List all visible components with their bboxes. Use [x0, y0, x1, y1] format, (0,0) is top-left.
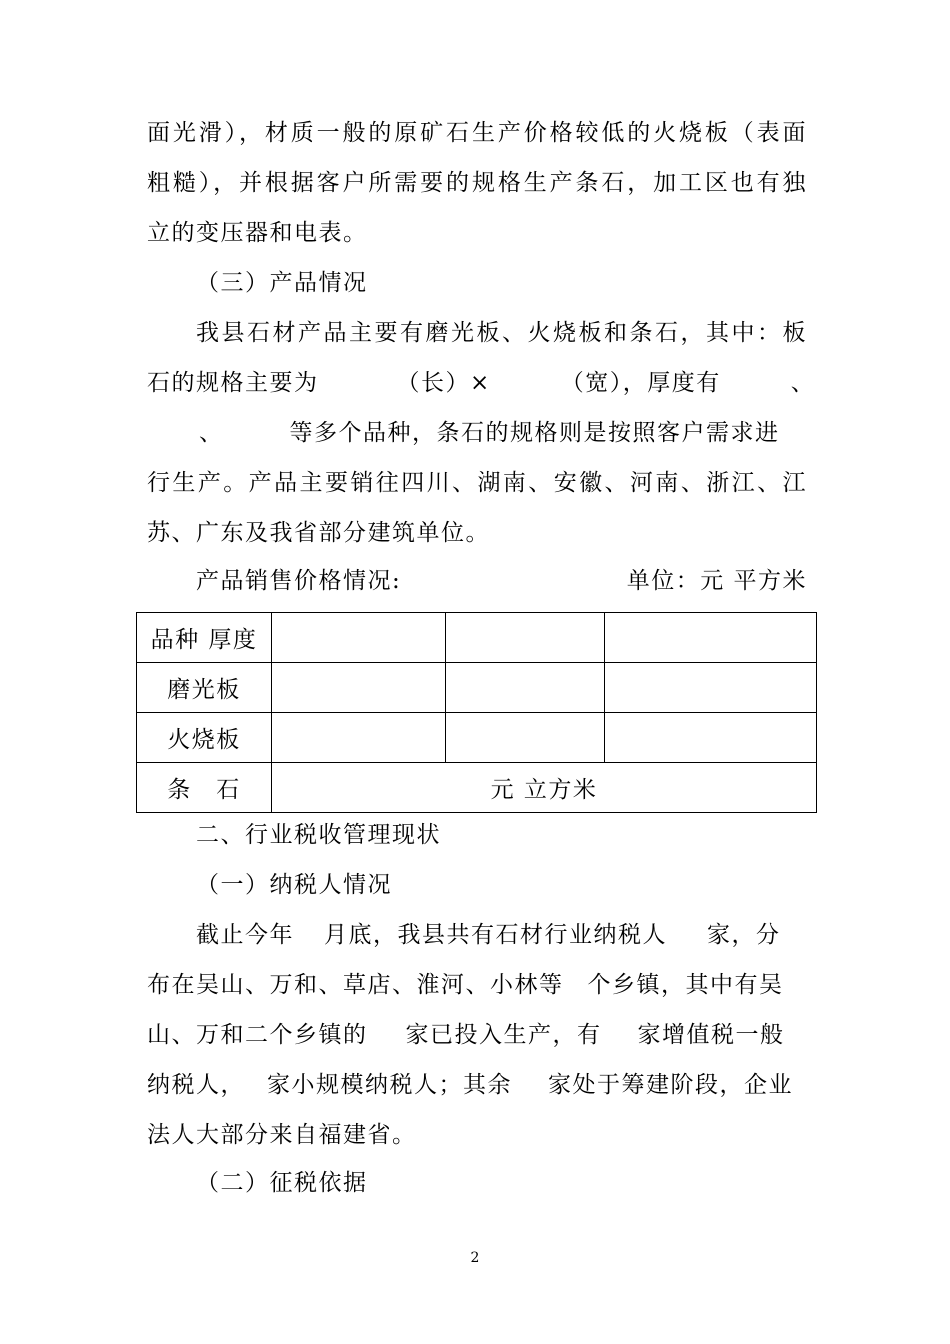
text-fragment: 纳税人，: [147, 1072, 245, 1098]
table-row-label: 火烧板: [137, 713, 272, 763]
text-line: [196, 920, 807, 950]
text-fragment: 布在吴山、万和、草店、淮河、小林等: [147, 972, 564, 998]
text-fragment: （长）×: [396, 370, 491, 396]
table-merged-cell: 元 立方米: [272, 763, 817, 813]
price-unit: 单位：元 平方米: [626, 568, 807, 594]
table-row-label: 条 石: [137, 763, 272, 813]
table-row: [137, 713, 817, 763]
text-fragment: 家，分: [707, 922, 781, 948]
text-fragment: 家增值税一般: [637, 1022, 785, 1048]
text-fragment: （宽），厚度有: [560, 370, 721, 396]
table-cell: [446, 613, 605, 663]
text-line: 立的变压器和电表。: [147, 220, 368, 246]
text-line: 行生产。产品主要销往四川、湖南、安徽、河南、浙江、江: [147, 470, 807, 496]
table-row: [137, 763, 817, 813]
text-fragment: 家小规模纳税人；其余: [267, 1072, 512, 1098]
page-number: 2: [470, 1250, 480, 1266]
text-fragment: 个乡镇，其中有吴: [587, 972, 784, 998]
text-fragment: 山、万和二个乡镇的: [147, 1022, 368, 1048]
table-cell: [446, 713, 605, 763]
text-fragment: 、: [790, 370, 816, 396]
text-line: [147, 970, 807, 1000]
text-line: 苏、广东及我省部分建筑单位。: [147, 520, 490, 546]
text-fragment: 、: [199, 420, 224, 446]
text-line: [147, 1020, 807, 1050]
table-header-cell: 品种 厚度: [137, 613, 272, 663]
table-row-label: 磨光板: [137, 663, 272, 713]
text-line: [147, 1070, 807, 1100]
text-fragment: 家处于筹建阶段，企业: [548, 1072, 793, 1098]
text-line: 面光滑），材质一般的原矿石生产价格较低的火烧板（表面: [147, 120, 807, 146]
text-line: [147, 368, 816, 398]
text-line: 我县石材产品主要有磨光板、火烧板和条石，其中：板: [196, 320, 807, 346]
price-table: [136, 612, 817, 813]
price-caption: [196, 566, 807, 596]
section-heading-tax: 二、行业税收管理现状: [196, 822, 441, 848]
table-cell: [272, 613, 446, 663]
text-fragment: 石的规格主要为: [147, 370, 319, 396]
subsection-heading-basis: （二）征税依据: [196, 1170, 368, 1196]
text-fragment: 截止今年: [196, 922, 294, 948]
text-fragment: 家已投入生产，有: [405, 1022, 602, 1048]
text-line: [147, 418, 807, 448]
table-cell: [272, 663, 446, 713]
section-heading-product: （三）产品情况: [196, 270, 368, 296]
table-row: [137, 613, 817, 663]
table-cell: [605, 663, 817, 713]
table-cell: [272, 713, 446, 763]
table-cell: [605, 613, 817, 663]
table-cell: [605, 713, 817, 763]
table-row: [137, 663, 817, 713]
text-fragment: 月底，我县共有石材行业纳税人: [324, 922, 667, 948]
text-line: 法人大部分来自福建省。: [147, 1122, 417, 1148]
table-cell: [446, 663, 605, 713]
price-label: 产品销售价格情况:: [196, 568, 402, 594]
text-line: 粗糙），并根据客户所需要的规格生产条石，加工区也有独: [147, 170, 807, 196]
subsection-heading-taxpayers: （一）纳税人情况: [196, 872, 392, 898]
text-fragment: 等多个品种，条石的规格则是按照客户需求进: [289, 420, 780, 446]
